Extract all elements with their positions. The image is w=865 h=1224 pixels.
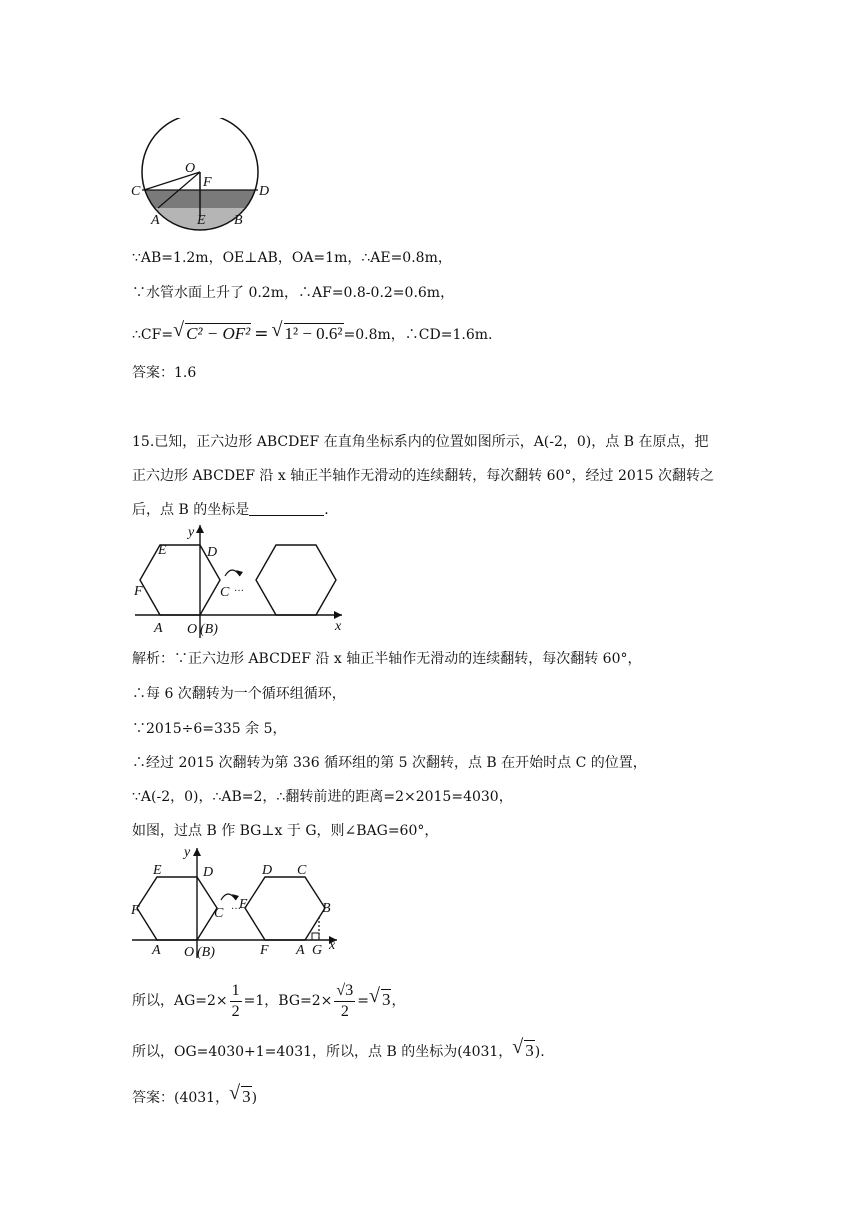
label-C: C bbox=[131, 184, 141, 199]
q15-line1: 15.已知，正六边形 ABCDEF 在直角坐标系内的位置如图所示，A(-2，0)，点 B 在原点，把 bbox=[132, 434, 709, 450]
fig2-E: E bbox=[153, 863, 162, 878]
fig1-C: C bbox=[220, 585, 230, 600]
fig2-O: O bbox=[184, 945, 195, 960]
fig1-dots: ··· bbox=[234, 586, 244, 597]
final-line2: 所以，OG=4030+1=4031，所以，点 B 的坐标为(4031， √ 3). bbox=[132, 1036, 545, 1060]
hexagon-figure-1 bbox=[130, 520, 350, 640]
fig2-C: C bbox=[214, 906, 224, 921]
sol15-l4: ∴经过 2015 次翻转为第 336 循环组的第 5 次翻转，点 B 在开始时点 C 的位置， bbox=[132, 755, 647, 771]
sqrt3-c: √ 3 bbox=[229, 1082, 251, 1106]
q15-line2: 正六边形 ABCDEF 沿 x 轴正半轴作无滑动的连续翻转，每次翻转 60°，经过 2015 次翻转之 bbox=[132, 468, 715, 484]
fig2-y: y bbox=[184, 845, 191, 860]
fig1-y: y bbox=[188, 525, 195, 540]
sol15-l2: ∴每 6 次翻转为一个循环组循环， bbox=[132, 686, 346, 702]
fig1-B: (B) bbox=[200, 622, 218, 637]
label-O: O bbox=[185, 161, 196, 176]
answer-blank bbox=[249, 501, 324, 516]
fig2-x: x bbox=[329, 938, 336, 953]
sqrt-expr-1: √ C² − OF² bbox=[173, 319, 251, 343]
fig2-B2: B bbox=[322, 901, 331, 916]
fig2-B: (B) bbox=[197, 945, 215, 960]
sol14-line2: ∵水管水面上升了 0.2m，∴AF=0.8-0.2=0.6m， bbox=[132, 285, 455, 301]
sol15-l6: 如图，过点 B 作 BG⊥x 于 G，则∠BAG=60°， bbox=[132, 823, 439, 839]
fig2-G: G bbox=[312, 943, 323, 958]
fig1-O: O bbox=[187, 622, 198, 637]
label-B: B bbox=[234, 213, 243, 228]
label-A: A bbox=[151, 213, 160, 228]
sol14-line3: ∴CF= √ C² − OF² = √ 1² − 0.6²=0.8m，∴CD=1.6m. bbox=[132, 319, 493, 344]
hexagon-figure-2 bbox=[127, 840, 347, 960]
sol15-l5: ∵A(-2，0)，∴AB=2，∴翻转前进的距离=2×2015=4030， bbox=[132, 789, 513, 805]
sol14-line1: ∵AB=1.2m，OE⊥AB，OA=1m，∴AE=0.8m， bbox=[132, 250, 452, 266]
fig1-x: x bbox=[335, 619, 342, 634]
fig2-D2: D bbox=[262, 863, 273, 878]
fig2-F: F bbox=[131, 903, 140, 918]
sqrt3-b: √ 3 bbox=[512, 1036, 534, 1060]
fig1-D: D bbox=[207, 545, 218, 560]
fig1-E: E bbox=[158, 543, 167, 558]
fraction-sqrt3-half: $\frac{√3}{2}$ bbox=[336, 981, 354, 1020]
fig2-dots: ··· bbox=[231, 904, 241, 915]
sol15-l3: ∵2015÷6=335 余 5， bbox=[132, 721, 287, 737]
sol15-l1: 解析：∵正六边形 ABCDEF 沿 x 轴正半轴作无滑动的连续翻转，每次翻转 60°， bbox=[132, 651, 642, 667]
hexagon-final bbox=[245, 877, 325, 940]
hexagon-abcdef-2 bbox=[137, 877, 217, 940]
fraction-one-half: $\frac{1}{2}$ bbox=[231, 981, 240, 1020]
final-line1: 所以，AG=2× $\frac{1}{2}$ =1，BG=2× $\frac{√3}{2}$ = √ 3， bbox=[132, 978, 405, 1023]
hexagon-target bbox=[256, 545, 336, 615]
sqrt3-a: √ 3 bbox=[368, 985, 391, 1009]
circle-figure bbox=[125, 118, 275, 233]
fig2-A2: A bbox=[296, 943, 305, 958]
fig1-A: A bbox=[154, 621, 163, 636]
sqrt-expr-2: √ 1² − 0.6² bbox=[271, 319, 343, 343]
sol14-answer: 答案：1.6 bbox=[132, 365, 197, 381]
final-answer: 答案：(4031， √ 3) bbox=[132, 1082, 258, 1106]
fig1-F: F bbox=[134, 584, 143, 599]
fig2-E2: E bbox=[239, 897, 248, 912]
fig2-F2: F bbox=[260, 943, 269, 958]
label-E: E bbox=[197, 213, 206, 228]
fig2-A: A bbox=[152, 943, 161, 958]
fig2-C2: C bbox=[297, 863, 307, 878]
fig2-D: D bbox=[203, 865, 214, 880]
label-D: D bbox=[259, 184, 270, 199]
q15-line3: 后，点 B 的坐标是 . bbox=[132, 502, 329, 518]
label-F: F bbox=[203, 175, 212, 190]
